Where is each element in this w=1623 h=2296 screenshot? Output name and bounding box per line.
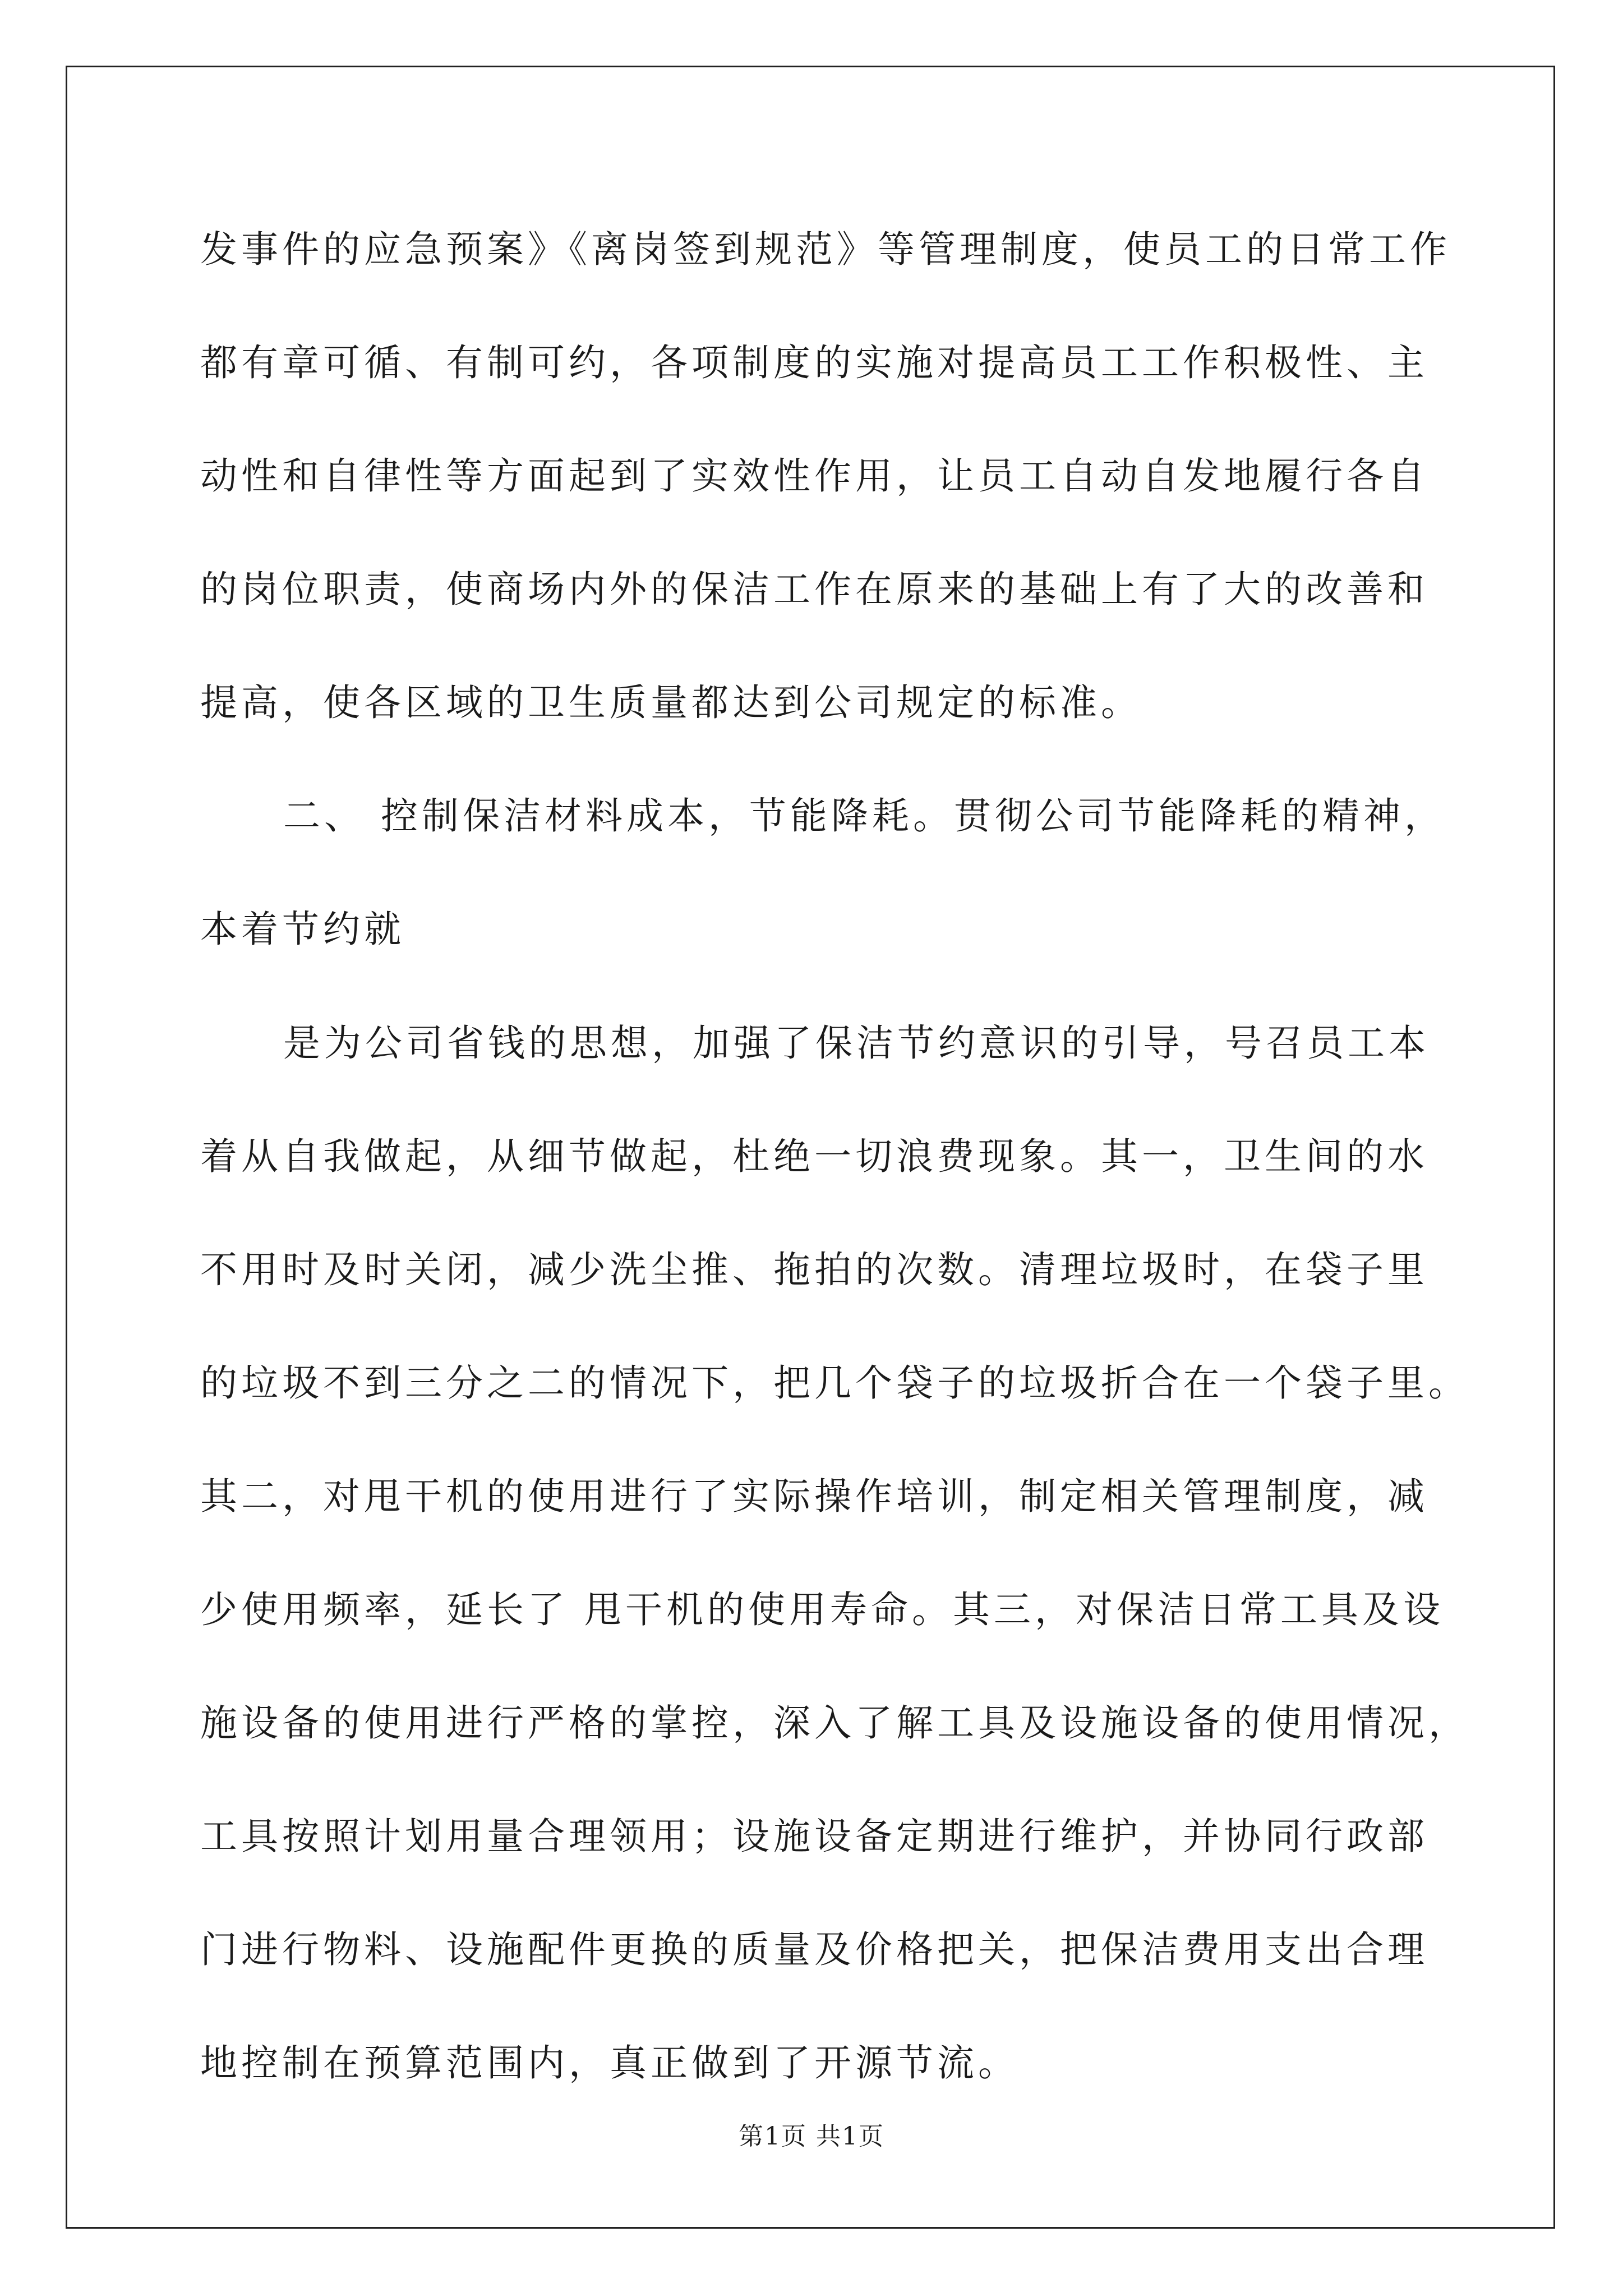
body-text-line: 的岗位职责，使商场内外的保洁工作在原来的基础上有了大的改善和 bbox=[200, 568, 1428, 611]
body-text-line: 少使用频率，延长了 甩干机的使用寿命。其三，对保洁日常工具及设 bbox=[200, 1588, 1444, 1631]
body-text-line: 工具按照计划用量合理领用；设施设备定期进行维护，并协同行政部 bbox=[200, 1815, 1428, 1858]
body-text-line: 都有章可循、有制可约，各项制度的实施对提高员工工作积极性、主 bbox=[200, 341, 1428, 384]
body-text-line: 是为公司省钱的思想，加强了保洁节约意识的引导，号召员工本 bbox=[283, 1022, 1430, 1065]
section-heading-line: 二、 控制保洁材料成本，节能降耗。贯彻公司节能降耗的精神， bbox=[283, 794, 1445, 838]
body-text-line: 地控制在预算范围内，真正做到了开源节流。 bbox=[200, 2041, 1019, 2085]
body-text-line: 发事件的应急预案》《离岗签到规范》等管理制度，使员工的日常工作 bbox=[200, 228, 1451, 271]
body-text-line: 不用时及时关闭，减少洗尘推、拖拍的次数。清理垃圾时，在袋子里 bbox=[200, 1248, 1428, 1291]
body-text-line: 本着节约就 bbox=[200, 908, 405, 951]
body-text-line: 着从自我做起，从细节做起，杜绝一切浪费现象。其一，卫生间的水 bbox=[200, 1135, 1428, 1178]
body-text-line: 提高，使各区域的卫生质量都达到公司规定的标准。 bbox=[200, 681, 1142, 724]
body-text-line: 门进行物料、设施配件更换的质量及价格把关，把保洁费用支出合理 bbox=[200, 1928, 1428, 1971]
body-text-line: 其二，对甩干机的使用进行了实际操作培训，制定相关管理制度，减 bbox=[200, 1475, 1428, 1518]
body-text-line: 动性和自律性等方面起到了实效性作用，让员工自动自发地履行各自 bbox=[200, 454, 1428, 498]
body-text-line: 施设备的使用进行严格的掌控，深入了解工具及设施设备的使用情况， bbox=[200, 1701, 1469, 1745]
page-number-footer: 第1页 共1页 bbox=[739, 2122, 884, 2151]
body-text-line: 的垃圾不到三分之二的情况下，把几个袋子的垃圾折合在一个袋子里。 bbox=[200, 1361, 1469, 1405]
